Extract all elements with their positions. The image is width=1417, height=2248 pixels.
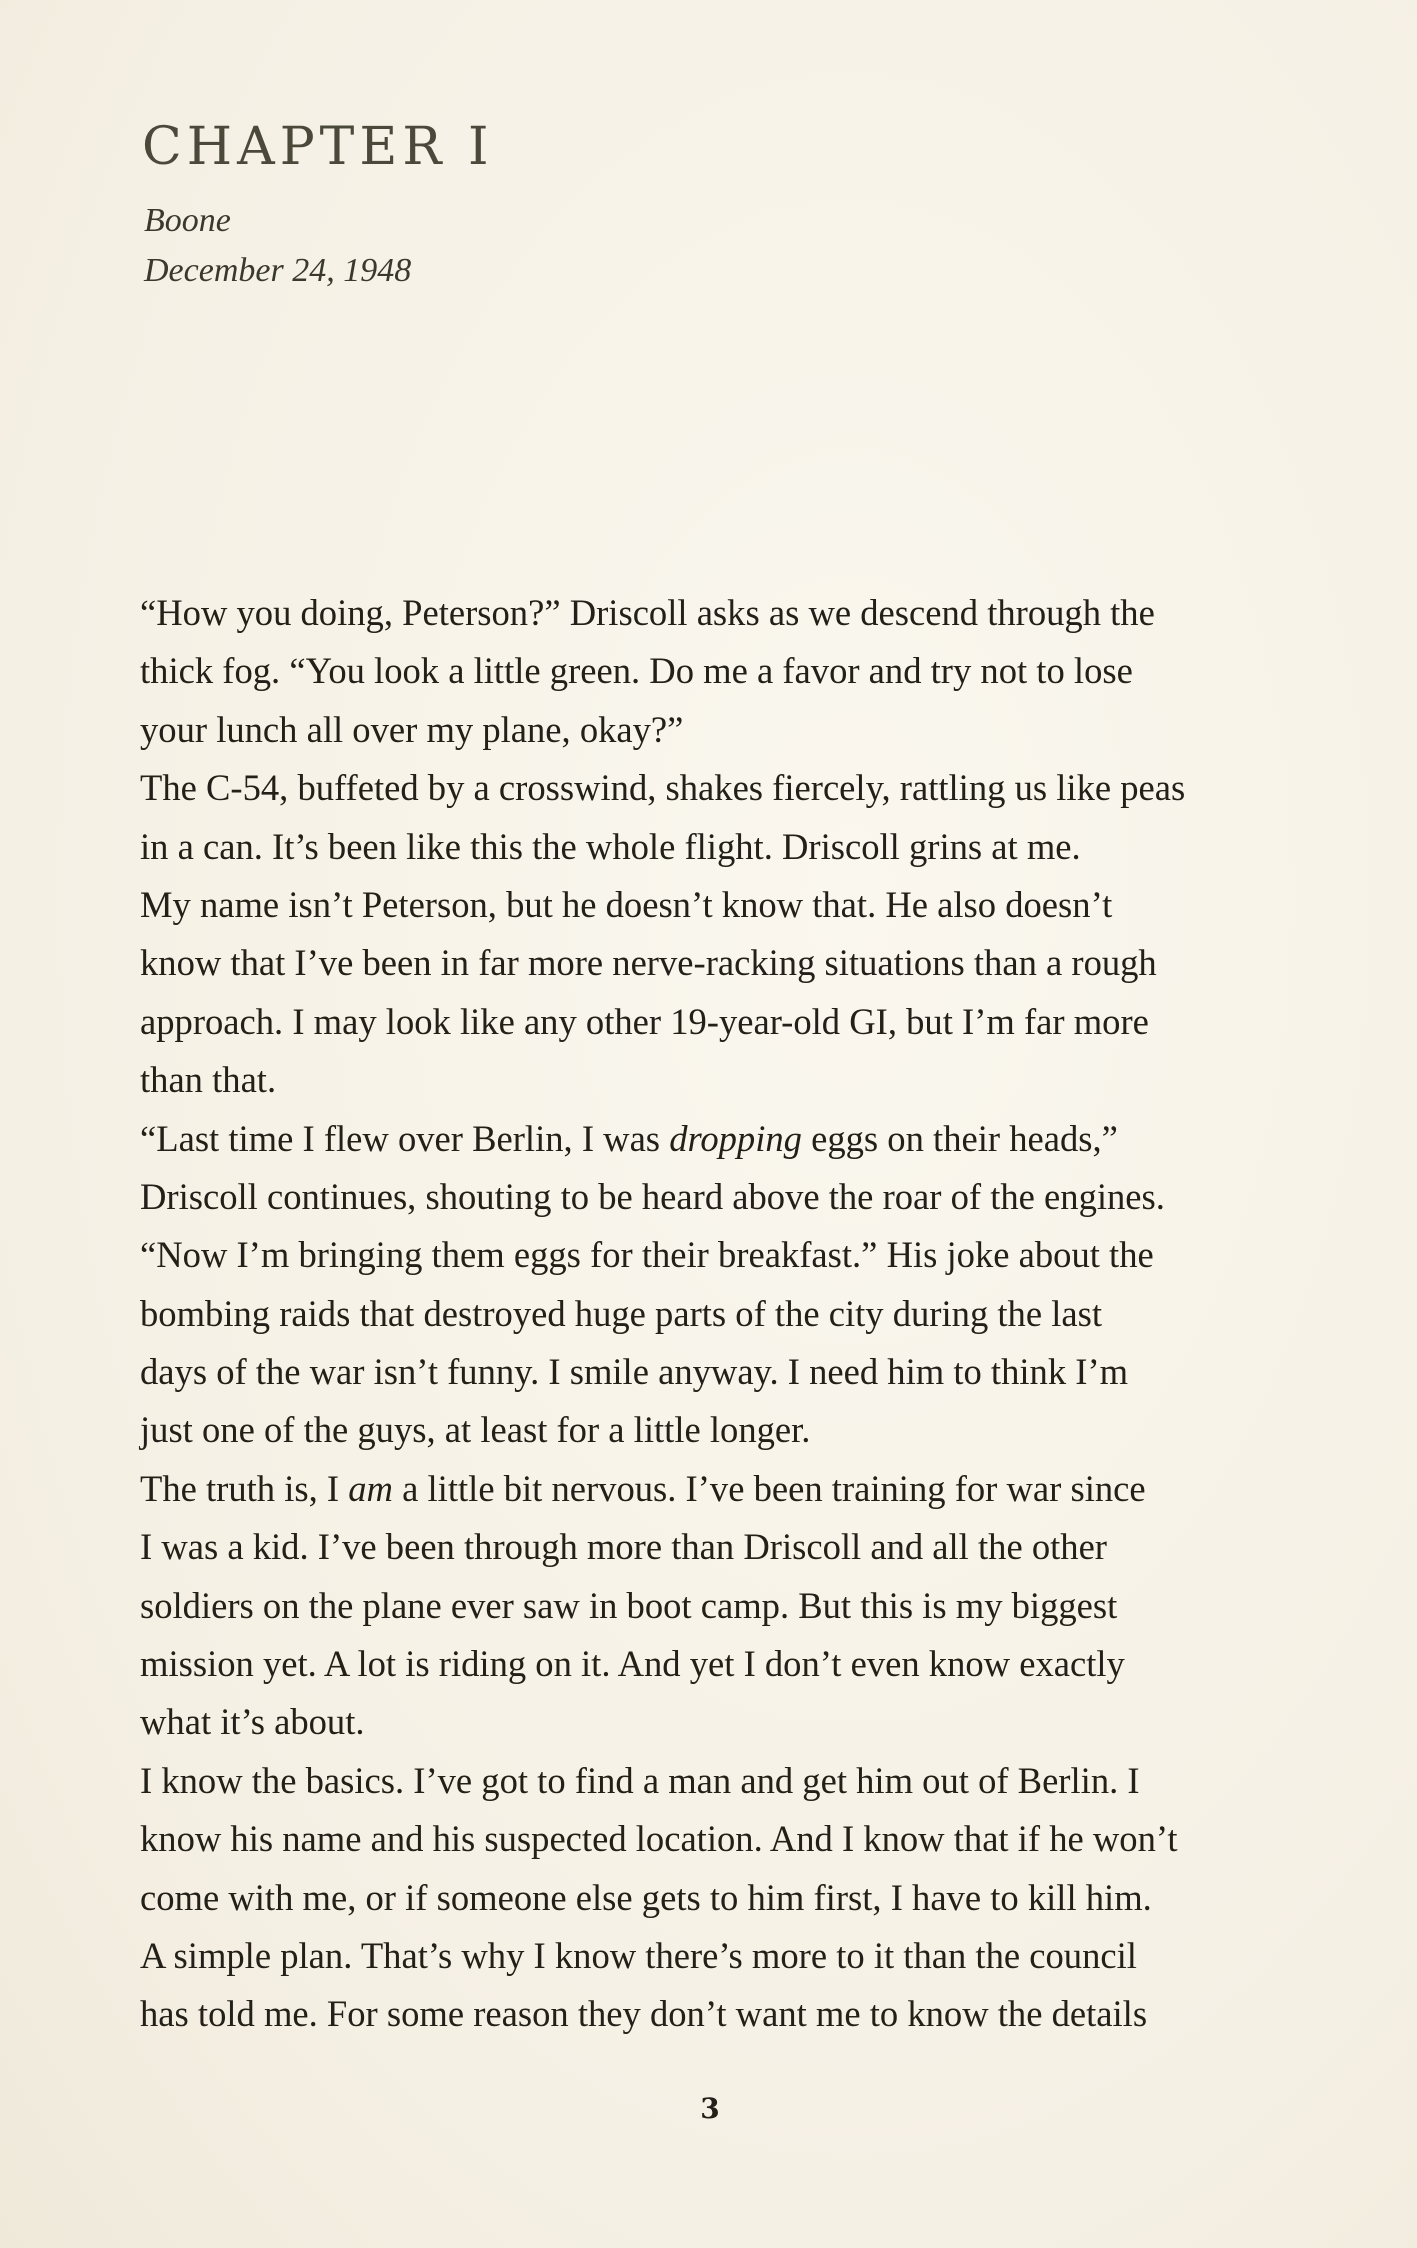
text-line: bombing raids that destroyed huge parts of the city during the last [140, 1292, 1102, 1334]
text-line: “How you doing, Peterson?” Driscoll asks as we descend through the [140, 592, 1155, 633]
text-line: in a can. It’s been like this the whole flight. Driscoll grins at me. [140, 825, 1081, 867]
text-line: I was a kid. I’ve been through more than Driscoll and all the other [140, 1526, 1107, 1568]
text-line: know his name and his suspected location. And I know that if he won’t [140, 1818, 1178, 1860]
text-line: days of the war isn’t funny. I smile anyway. I need him to think I’m [140, 1351, 1129, 1393]
text-line: mission yet. A lot is riding on it. And yet I don’t even know exactly [140, 1643, 1125, 1685]
text-line: A simple plan. That’s why I know there’s more to it than the council [140, 1934, 1137, 1976]
text-line [140, 1460, 1320, 1518]
text-line: I know the basics. I’ve got to find a man and get him out of Berlin. I [140, 1759, 1140, 1801]
chapter-body-text [140, 584, 1320, 2044]
text-segment: a little bit nervous. I’ve been training for war since [392, 1467, 1146, 1509]
text-line: The C-54, buffeted by a crosswind, shakes fiercely, rattling us like peas [140, 767, 1186, 809]
text-line: has told me. For some reason they don’t want me to know the details [140, 1993, 1148, 2035]
chapter-narrator: Boone [144, 202, 231, 239]
text-line: soldiers on the plane ever saw in boot camp. But this is my biggest [140, 1584, 1118, 1626]
text-line: “Now I’m bringing them eggs for their breakfast.” His joke about the [140, 1234, 1154, 1276]
text-line: your lunch all over my plane, okay?” [140, 708, 684, 750]
text-segment: The truth is, I [140, 1467, 349, 1509]
text-line: know that I’ve been in far more nerve-racking situations than a rough [140, 942, 1157, 984]
chapter-title: CHAPTER I [142, 117, 494, 177]
text-segment: eggs on their heads,” [801, 1117, 1118, 1159]
text-segment: “Last time I flew over Berlin, I was [140, 1117, 670, 1159]
text-line: come with me, or if someone else gets to him first, I have to kill him. [140, 1876, 1152, 1918]
text-line: just one of the guys, at least for a little longer. [140, 1409, 811, 1451]
text-line: Driscoll continues, shouting to be heard above the roar of the engines. [140, 1175, 1165, 1217]
emphasized-word: dropping [669, 1117, 802, 1159]
emphasized-word: am [348, 1467, 393, 1509]
text-line [140, 1110, 1320, 1168]
chapter-date: December 24, 1948 [144, 252, 412, 289]
text-line: thick fog. “You look a little green. Do me a favor and try not to lose [140, 650, 1133, 692]
page-number: 3 [700, 2092, 720, 2125]
text-line: My name isn’t Peterson, but he doesn’t know that. He also doesn’t [140, 883, 1113, 925]
text-line: what it’s about. [140, 1701, 365, 1743]
text-line: approach. I may look like any other 19-year-old GI, but I’m far more [140, 1000, 1149, 1042]
text-line: than that. [140, 1059, 277, 1101]
